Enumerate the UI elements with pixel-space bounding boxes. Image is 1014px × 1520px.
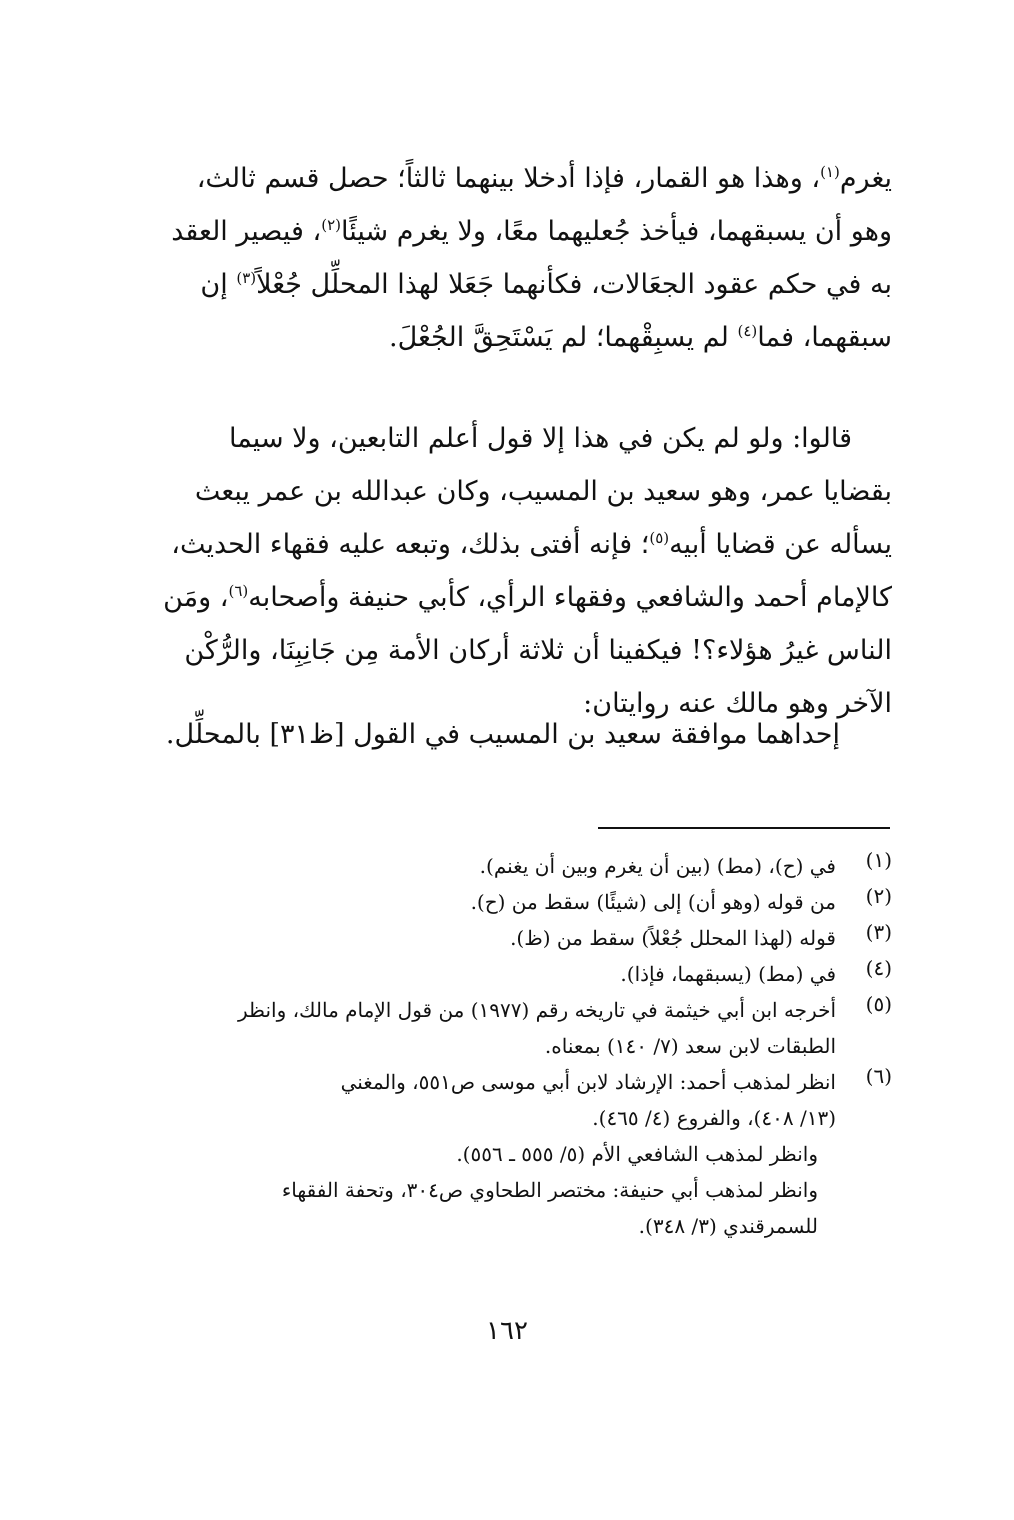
footnote-text: الطبقات لابن سعد (٧/ ١٤٠) بمعناه.	[544, 1034, 836, 1058]
footnote-number: (٢)	[865, 884, 892, 908]
footnotes	[108, 848, 892, 1244]
footnote-separator	[598, 827, 890, 829]
footnote-ref[interactable]: (٥)	[649, 529, 670, 547]
footnote-text: (١٣/ ٤٠٨)، والفروع (٤/ ٤٦٥).	[592, 1106, 836, 1130]
body-paragraph-1	[108, 152, 892, 364]
footnote-ref[interactable]: (٣)	[236, 269, 257, 287]
footnote-text: وانظر لمذهب أبي حنيفة: مختصر الطحاوي ص٣٠٤، وتحفة الفقهاء	[281, 1178, 818, 1202]
footnote-ref[interactable]: (٢)	[321, 216, 341, 234]
footnote-3	[108, 920, 892, 956]
footnote-text: انظر لمذهب أحمد: الإرشاد لابن أبي موسى ص٥٥١، والمغني	[340, 1070, 836, 1094]
footnote-text: أخرجه ابن أبي خيثمة في تاريخه رقم (١٩٧٧) من قول الإمام مالك، وانظر	[238, 998, 836, 1022]
body-paragraph-3	[108, 708, 892, 761]
footnote-ref[interactable]: (٦)	[228, 582, 249, 600]
footnote-text: قوله (لهذا المحلل جُعْلاً) سقط من (ظ).	[510, 926, 836, 950]
text-line: سبقهما، فما$^{(٤)}$ لم يسبِقْهما؛ لم يَسْتَحِقَّ الجُعْلَ.	[388, 322, 892, 353]
text-line: يغرم$^{(١)}$، وهذا هو القمار، فإذا أدخلا بينهما ثالثاً؛ حصل قسم ثالث،	[196, 163, 892, 194]
body-paragraph-2	[108, 412, 892, 730]
text-line: إحداهما موافقة سعيد بن المسيب في القول [ظ٣١] بالمحلِّل.	[165, 719, 840, 750]
text-line: الآخر وهو مالك عنه روايتان:	[583, 688, 892, 719]
footnote-number: (٦)	[865, 1064, 892, 1088]
footnote-text: في (ح)، (مط) (بين أن يغرم وبين أن يغنم).	[479, 854, 836, 878]
footnote-2	[108, 884, 892, 920]
footnote-text: للسمرقندي (٣/ ٣٤٨).	[638, 1214, 818, 1238]
footnote-4	[108, 956, 892, 992]
text-line: به في حكم عقود الجعَالات، فكأنهما جَعَلا لهذا المحلِّل جُعْلاً$^{(٣)}$ إن	[200, 269, 892, 300]
text-line: كالإمام أحمد والشافعي وفقهاء الرأي، كأبي حنيفة وأصحابه$^{(٦)}$، ومَن	[163, 582, 892, 613]
footnote-text: في (مط) (يسبقهما، فإذا).	[620, 962, 836, 986]
page-number: ١٦٢	[486, 1316, 528, 1346]
text-line: يسأله عن قضايا أبيه$^{(٥)}$؛ فإنه أفتى بذلك، وتبعه عليه فقهاء الحديث،	[171, 529, 892, 560]
text-line: وهو أن يسبقهما، فيأخذ جُعليهما معًا، ولا يغرم شيئًا$^{(٢)}$، فيصير العقد	[171, 216, 892, 247]
footnote-number: (١)	[865, 848, 892, 872]
footnote-number: (٤)	[865, 956, 892, 980]
footnote-6-continuation	[108, 1172, 892, 1244]
footnote-5	[108, 992, 892, 1064]
footnote-1	[108, 848, 892, 884]
footnote-ref[interactable]: (٤)	[737, 322, 758, 340]
text-line: قالوا: ولو لم يكن في هذا إلا قول أعلم التابعين، ولا سيما	[228, 423, 852, 454]
footnote-ref[interactable]: (١)	[820, 163, 840, 181]
footnote-number: (٣)	[865, 920, 892, 944]
footnote-text: وانظر لمذهب الشافعي الأم (٥/ ٥٥٥ ـ ٥٥٦).	[456, 1142, 818, 1166]
footnote-text: من قوله (وهو أن) إلى (شيئًا) سقط من (ح).	[470, 890, 836, 914]
text-line: بقضايا عمر، وهو سعيد بن المسيب، وكان عبدالله بن عمر يبعث	[194, 476, 892, 507]
footnote-number: (٥)	[865, 992, 892, 1016]
footnote-6	[108, 1064, 892, 1136]
footnote-6-continuation	[108, 1136, 892, 1172]
text-line: الناس غيرُ هؤلاء؟! فيكفينا أن ثلاثة أركان الأمة مِن جَانِبِنَا، والرُّكْن	[184, 635, 892, 666]
